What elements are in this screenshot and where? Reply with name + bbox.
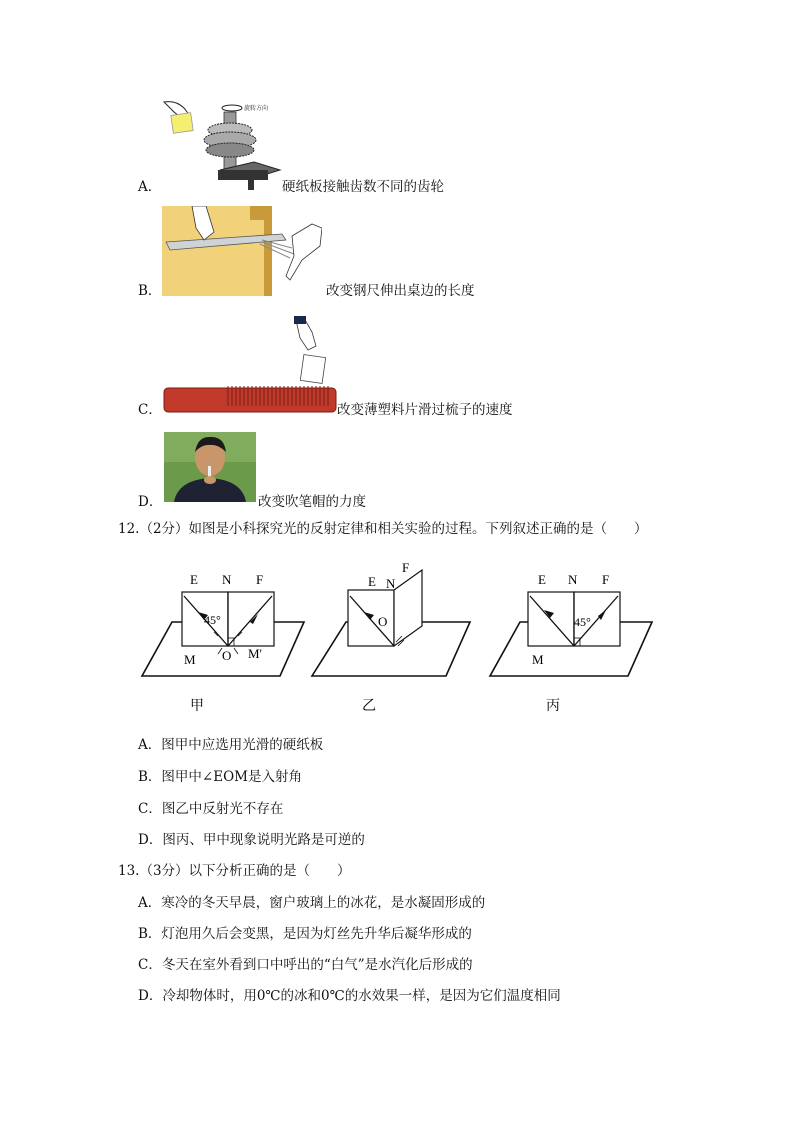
option-a-text: 硬纸板接触齿数不同的齿轮	[282, 179, 444, 195]
label-m: M	[184, 652, 196, 667]
figure-yi	[310, 560, 480, 716]
label-f: F	[402, 560, 410, 575]
label-m: M	[532, 652, 544, 667]
q13-option-b: B．灯泡用久后会变黑，是因为灯丝先升华后凝华形成的	[138, 926, 472, 942]
label-n: N	[568, 572, 578, 587]
q13-option-a: A．寒冷的冬天早晨，窗户玻璃上的冰花，是水凝固形成的	[138, 895, 486, 911]
option-d-text: 改变吹笔帽的力度	[258, 494, 366, 510]
q13-stem: 13.（3分）以下分析正确的是（ ）	[118, 863, 351, 879]
caption-bing: 丙	[546, 699, 560, 714]
figure-bing	[488, 566, 658, 716]
q13-option-d: D．冷却物体时，用0℃的冰和0℃的水效果一样，是因为它们温度相同	[138, 988, 561, 1004]
caption-jia: 甲	[190, 699, 204, 714]
q13-option-c: C．冬天在室外看到口中呼出的“白气”是水汽化后形成的	[138, 957, 473, 973]
q12-option-c: C．图乙中反射光不存在	[138, 801, 284, 817]
label-n: N	[222, 572, 232, 587]
comb-body	[164, 388, 336, 412]
boy-photo	[164, 432, 256, 502]
label-e: E	[538, 572, 546, 587]
option-letter-a: A．	[138, 179, 162, 195]
option-b-text: 改变钢尺伸出桌边的长度	[326, 283, 475, 299]
q12-option-a: A．图甲中应选用光滑的硬纸板	[138, 737, 324, 753]
plastic-card	[300, 355, 325, 384]
label-f: F	[602, 572, 610, 587]
label-n: N	[386, 576, 396, 591]
q12-option-d: D．图丙、甲中现象说明光路是可逆的	[138, 832, 365, 848]
gear-image	[162, 98, 284, 192]
label-angle: 45°	[204, 613, 221, 627]
option-c-text: 改变薄塑料片滑过梳子的速度	[337, 402, 513, 418]
q12-stem: 12.（2分）如图是小科探究光的反射定律和相关实验的过程。下列叙述正确的是（ ）	[118, 521, 648, 537]
option-letter-d: D．	[138, 494, 163, 510]
label-m-prime: M'	[248, 646, 262, 661]
ruler-image	[162, 206, 322, 296]
figure-jia	[140, 566, 310, 716]
rotation-label: 旋转方向	[244, 106, 269, 112]
gear-bottom	[206, 143, 254, 157]
q12-option-b: B．图甲中∠EOM是入射角	[138, 769, 302, 785]
option-letter-b: B．	[138, 283, 162, 299]
caption-yi: 乙	[362, 699, 376, 714]
card-shape	[171, 113, 193, 134]
label-e: E	[190, 572, 198, 587]
option-letter-c: C．	[138, 402, 162, 418]
label-f: F	[256, 572, 264, 587]
label-o: O	[378, 614, 388, 629]
label-e: E	[368, 574, 376, 589]
comb-image	[162, 316, 338, 416]
label-o: O	[222, 648, 232, 663]
hand-right	[286, 224, 322, 280]
label-angle: 45°	[574, 615, 591, 629]
board-right-folded	[394, 570, 422, 646]
